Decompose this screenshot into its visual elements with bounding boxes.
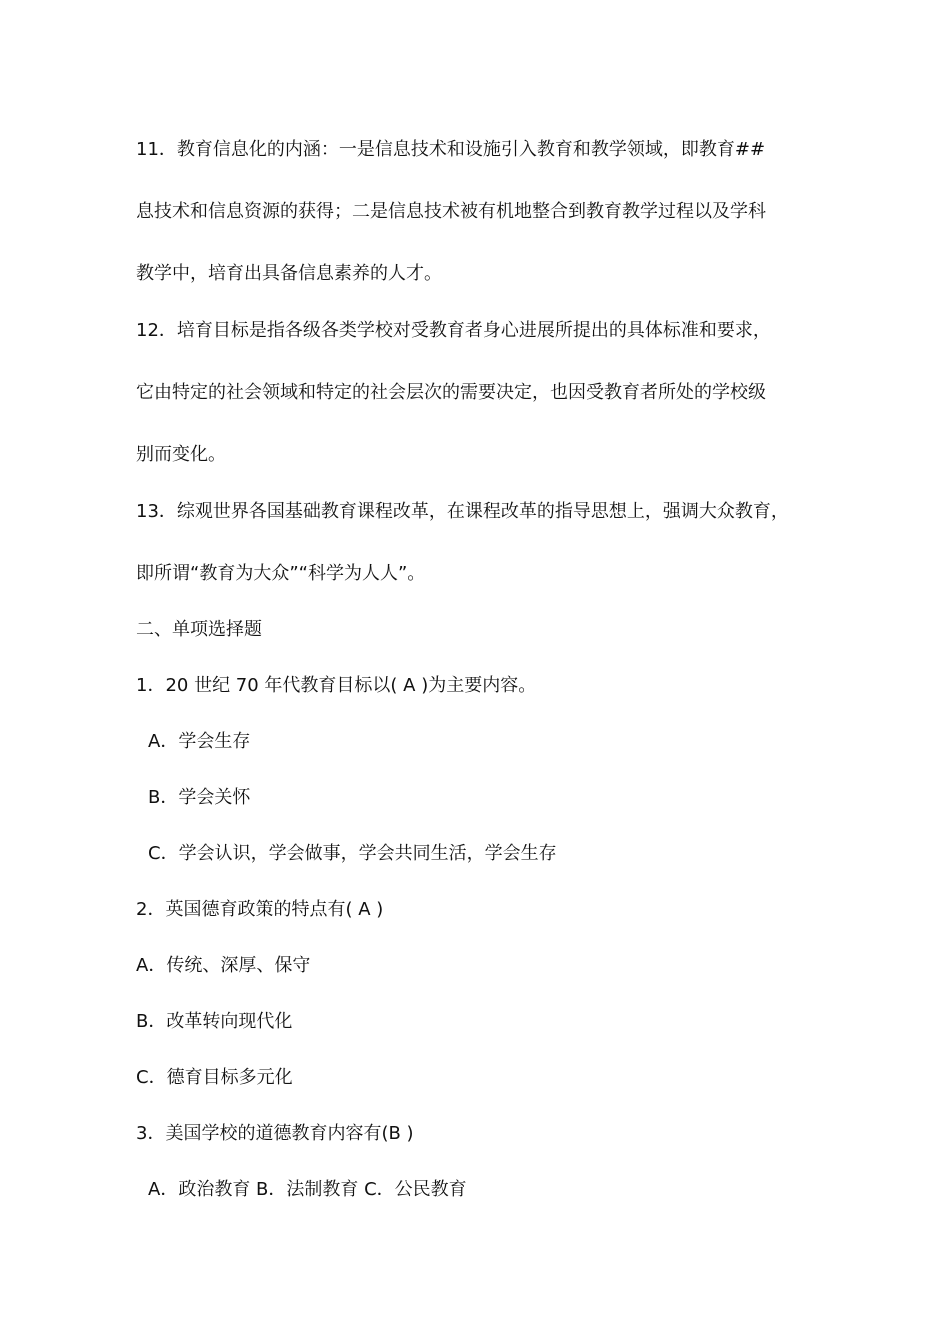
- question-1-option-b: B．学会关怀: [148, 787, 251, 808]
- paragraph-12-line-1: 12．培育目标是指各级各类学校对受教育者身心进展所提出的具体标准和要求，: [136, 320, 771, 341]
- question-2-option-c: C．德育目标多元化: [136, 1067, 293, 1088]
- question-2: 2．英国德育政策的特点有( A ): [136, 899, 384, 920]
- question-1-option-a: A．学会生存: [148, 731, 251, 752]
- paragraph-11-line-2: 息技术和信息资源的获得；二是信息技术被有机地整合到教育教学过程以及学科: [136, 201, 766, 222]
- paragraph-12-line-3: 别而变化。: [136, 444, 226, 465]
- question-2-option-a: A．传统、深厚、保守: [136, 955, 311, 976]
- question-2-option-b: B．改革转向现代化: [136, 1011, 293, 1032]
- paragraph-13-line-2: 即所谓“教育为大众”“科学为人人”。: [136, 563, 426, 584]
- paragraph-11-line-3: 教学中，培育出具备信息素养的人才。: [136, 263, 442, 284]
- question-1: 1．20 世纪 70 年代教育目标以( A )为主要内容。: [136, 675, 537, 696]
- paragraph-12-line-2: 它由特定的社会领域和特定的社会层次的需要决定，也因受教育者所处的学校级: [136, 382, 766, 403]
- paragraph-13-line-1: 13．综观世界各国基础教育课程改革，在课程改革的指导思想上，强调大众教育，: [136, 501, 789, 522]
- section-heading: 二、单项选择题: [136, 619, 262, 640]
- question-3: 3．美国学校的道德教育内容有(B ): [136, 1123, 414, 1144]
- paragraph-11-line-1: 11．教育信息化的内涵：一是信息技术和设施引入教育和教学领域，即教育##: [136, 139, 766, 160]
- question-1-option-c: C．学会认识，学会做事，学会共同生活，学会生存: [148, 843, 557, 864]
- question-3-options: A．政治教育 B．法制教育 C．公民教育: [148, 1179, 467, 1200]
